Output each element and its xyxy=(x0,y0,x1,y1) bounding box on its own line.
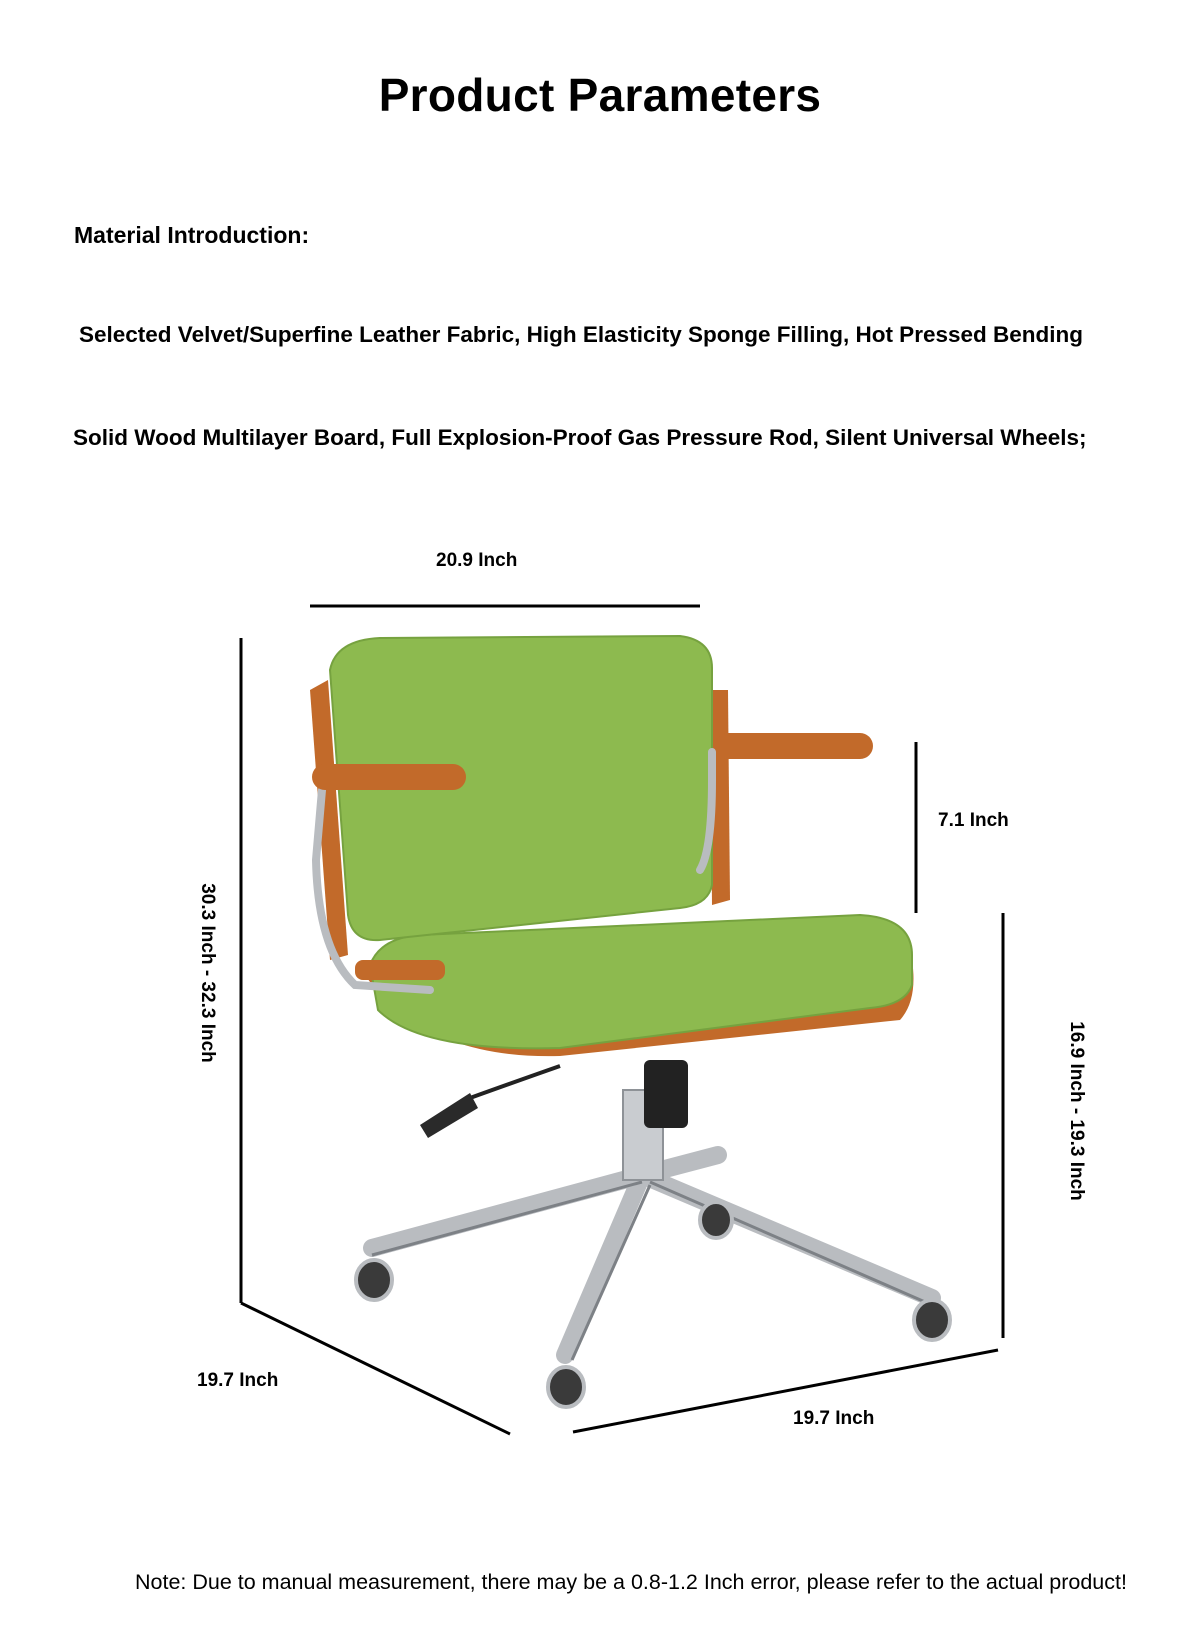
base-width-dimension-line xyxy=(573,1350,998,1432)
depth-dimension-line xyxy=(241,1303,510,1434)
total-height-label: 30.3 Inch - 32.3 Inch xyxy=(197,883,218,1063)
material-heading: Material Introduction: xyxy=(74,222,310,248)
width-label: 20.9 Inch xyxy=(436,550,518,571)
page-title: Product Parameters xyxy=(378,69,822,121)
measurement-note: Note: Due to manual measurement, there may be a 0.8-1.2 Inch error, please refer to the actual product! xyxy=(135,1570,1127,1594)
depth-label: 19.7 Inch xyxy=(197,1370,279,1391)
armrest-height-label: 7.1 Inch xyxy=(938,810,1009,831)
material-line-1: Selected Velvet/Superfine Leather Fabric, High Elasticity Sponge Filling, Hot Pressed Bending xyxy=(79,322,1083,347)
material-line-2: Solid Wood Multilayer Board, Full Explosion-Proof Gas Pressure Rod, Silent Universal Wheels; xyxy=(73,425,1087,450)
seat-height-label: 16.9 Inch - 19.3 Inch xyxy=(1066,1021,1087,1201)
base-width-label: 19.7 Inch xyxy=(793,1408,875,1429)
office-chair-icon xyxy=(310,636,950,1407)
